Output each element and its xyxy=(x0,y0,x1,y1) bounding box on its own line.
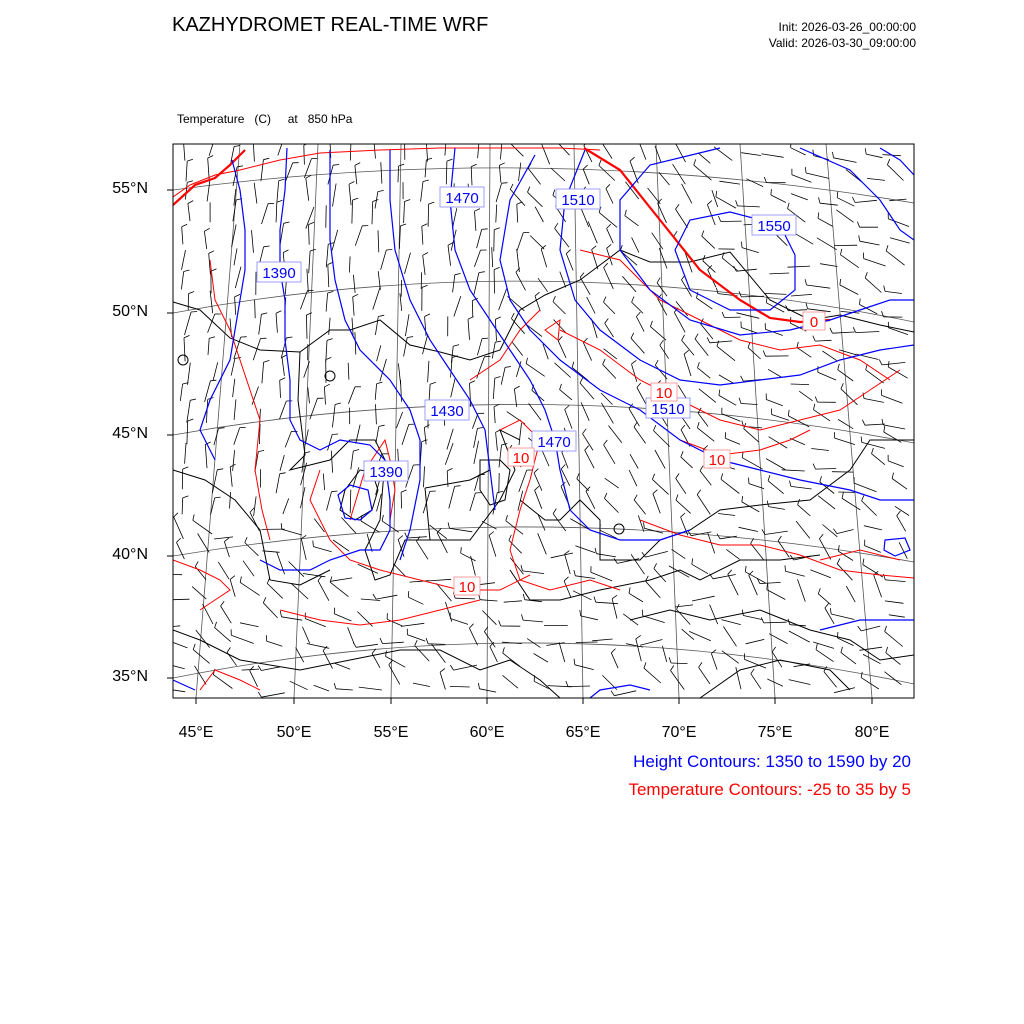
wind-barb xyxy=(159,574,182,575)
lat-label: 55°N xyxy=(112,180,148,197)
lat-label: 35°N xyxy=(112,668,148,685)
svg-text:10: 10 xyxy=(512,450,530,467)
height-label xyxy=(440,187,484,207)
wind-barb-flag xyxy=(542,140,546,144)
svg-text:1510: 1510 xyxy=(561,192,595,209)
lat-label: 50°N xyxy=(112,303,148,320)
wind-barb xyxy=(398,166,399,182)
wind-barb-flag xyxy=(191,312,197,313)
svg-text:1390: 1390 xyxy=(369,464,403,481)
svg-text:10: 10 xyxy=(458,579,476,596)
field-temperature: Temperature (C) at 850 hPa xyxy=(177,112,353,126)
temperature-label xyxy=(803,312,825,331)
lon-label: 60°E xyxy=(469,724,505,741)
wind-barb-flag xyxy=(508,135,510,141)
height-label xyxy=(556,189,600,209)
wind-barb-flag xyxy=(742,242,743,248)
wind-barb-flag xyxy=(676,139,680,144)
wind-barb-flag xyxy=(330,132,336,134)
wind-barb-flag xyxy=(332,434,338,435)
svg-text:1510: 1510 xyxy=(651,401,685,418)
wind-barb-flag xyxy=(771,189,772,195)
svg-text:1550: 1550 xyxy=(757,218,791,235)
lon-label: 80°E xyxy=(854,724,890,741)
temperature-label xyxy=(704,450,730,469)
svg-text:10: 10 xyxy=(655,385,673,402)
temperature-label xyxy=(454,577,480,596)
height-label xyxy=(532,431,576,451)
lon-label: 65°E xyxy=(565,724,601,741)
height-label xyxy=(425,400,469,420)
page-title: KAZHYDROMET REAL-TIME WRF xyxy=(172,14,489,36)
wind-barb-flag xyxy=(351,141,357,143)
map-background xyxy=(173,144,914,698)
height-label xyxy=(752,215,796,235)
temperature-label xyxy=(651,383,677,402)
temperature-legend: Temperature Contours: -25 to 35 by 5 xyxy=(628,780,911,799)
lon-label: 50°E xyxy=(276,724,312,741)
wind-barb xyxy=(472,301,473,318)
wind-barb-flag xyxy=(155,623,158,628)
lon-label: 45°E xyxy=(178,724,214,741)
wind-barb-flag xyxy=(479,137,485,139)
height-legend: Height Contours: 1350 to 1590 by 20 xyxy=(633,752,911,771)
lon-label: 55°E xyxy=(373,724,409,741)
lat-label: 40°N xyxy=(112,546,148,563)
wind-barb-flag xyxy=(163,657,164,663)
lat-label: 45°N xyxy=(112,425,148,442)
svg-text:1470: 1470 xyxy=(445,190,479,207)
wind-barb xyxy=(428,204,429,227)
wind-barb-flag xyxy=(502,183,508,184)
svg-text:1390: 1390 xyxy=(262,265,296,282)
wind-barb-flag xyxy=(386,250,392,251)
svg-text:1430: 1430 xyxy=(430,403,464,420)
svg-text:0: 0 xyxy=(809,314,819,331)
wind-barb-flag xyxy=(165,683,166,689)
wind-barb-flag xyxy=(405,137,411,139)
wind-barb xyxy=(401,492,402,508)
temperature-label xyxy=(508,448,534,467)
valid-time: Valid: 2026-03-30_09:00:00 xyxy=(768,36,916,50)
height-label xyxy=(257,262,301,282)
wind-barb-flag xyxy=(427,141,432,144)
lon-label: 70°E xyxy=(661,724,697,741)
init-time: Init: 2026-03-26_00:00:00 xyxy=(778,20,916,34)
wind-barb-flag xyxy=(791,142,792,148)
wind-barb-flag xyxy=(638,136,643,140)
svg-text:10: 10 xyxy=(708,452,726,469)
svg-text:1470: 1470 xyxy=(537,434,571,451)
height-label xyxy=(364,461,408,481)
wind-barb xyxy=(576,642,598,643)
wind-barb-flag xyxy=(253,139,258,142)
wind-barb-flag xyxy=(447,132,453,134)
lon-label: 75°E xyxy=(757,724,793,741)
wind-barb-flag xyxy=(184,140,189,143)
